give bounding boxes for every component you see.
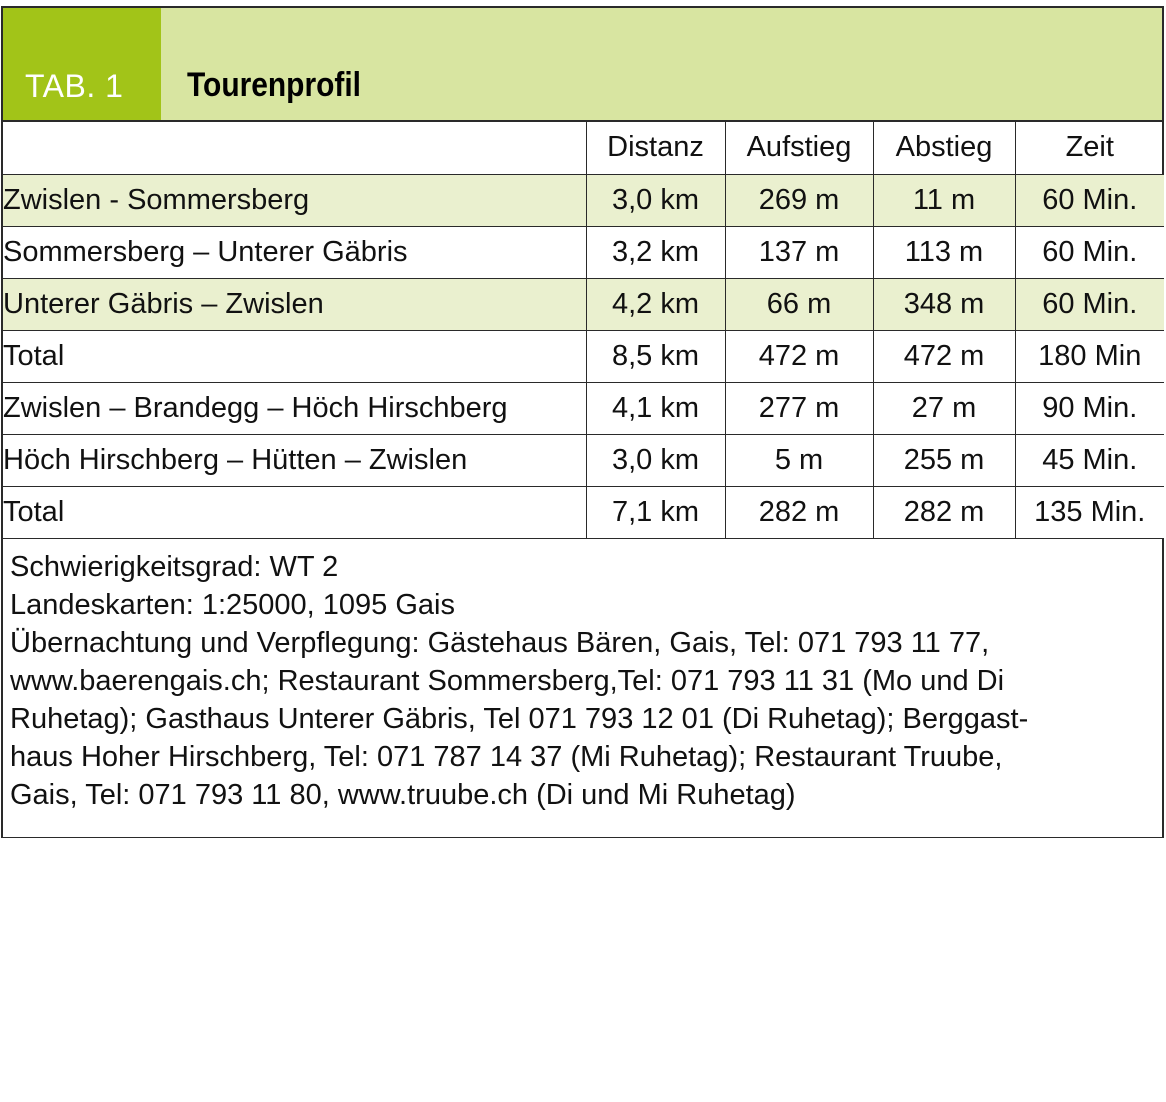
column-header-row: [3, 122, 1164, 174]
distance-cell: 4,1 km: [586, 382, 725, 434]
descent-cell: 27 m: [873, 382, 1015, 434]
tour-notes: [10, 548, 1090, 814]
table-row: [3, 174, 1164, 226]
route-cell: Zwislen – Brandegg – Höch Hirschberg: [3, 382, 586, 434]
column-header-abstieg: Abstieg: [873, 122, 1015, 174]
column-header-distanz: Distanz: [586, 122, 725, 174]
time-cell: 90 Min.: [1015, 382, 1164, 434]
table-row-total: [3, 486, 1164, 538]
notes-line-maps: Landeskarten: 1:25000, 1095 Gais: [10, 589, 455, 621]
notes-line-accommodation: Gais, Tel: 071 793 11 80, www.truube.ch (Di und Mi Ruhetag): [10, 779, 796, 811]
notes-line-accommodation: www.baerengais.ch; Restaurant Sommersberg,Tel: 071 793 11 31 (Mo und Di: [10, 665, 1005, 697]
route-cell: Total: [3, 330, 586, 382]
distance-cell: 3,2 km: [586, 226, 725, 278]
table-row: [3, 278, 1164, 330]
table-row-total: [3, 330, 1164, 382]
ascent-cell: 277 m: [725, 382, 873, 434]
notes-line-accommodation: haus Hoher Hirschberg, Tel: 071 787 14 37 (Mi Ruhetag); Restaurant Truube,: [10, 741, 1003, 773]
table-header-bar: [3, 8, 1162, 122]
ascent-cell: 269 m: [725, 174, 873, 226]
time-cell: 45 Min.: [1015, 434, 1164, 486]
distance-cell: 3,0 km: [586, 174, 725, 226]
route-cell: Sommersberg – Unterer Gäbris: [3, 226, 586, 278]
time-cell: 180 Min: [1015, 330, 1164, 382]
table-title: Tourenprofil: [187, 66, 361, 104]
time-cell: 60 Min.: [1015, 174, 1164, 226]
tour-profile-table: [3, 122, 1164, 539]
time-cell: 135 Min.: [1015, 486, 1164, 538]
table-row: [3, 226, 1164, 278]
descent-cell: 113 m: [873, 226, 1015, 278]
descent-cell: 282 m: [873, 486, 1015, 538]
column-header-aufstieg: Aufstieg: [725, 122, 873, 174]
ascent-cell: 66 m: [725, 278, 873, 330]
notes-line-accommodation: Ruhetag); Gasthaus Unterer Gäbris, Tel 071 793 12 01 (Di Ruhetag); Berggast-: [10, 703, 1029, 735]
distance-cell: 3,0 km: [586, 434, 725, 486]
distance-cell: 7,1 km: [586, 486, 725, 538]
route-cell: Total: [3, 486, 586, 538]
column-header-route: [3, 122, 586, 174]
time-cell: 60 Min.: [1015, 226, 1164, 278]
distance-cell: 8,5 km: [586, 330, 725, 382]
route-cell: Zwislen - Sommersberg: [3, 174, 586, 226]
ascent-cell: 5 m: [725, 434, 873, 486]
descent-cell: 348 m: [873, 278, 1015, 330]
column-header-zeit: Zeit: [1015, 122, 1164, 174]
ascent-cell: 472 m: [725, 330, 873, 382]
descent-cell: 472 m: [873, 330, 1015, 382]
ascent-cell: 137 m: [725, 226, 873, 278]
ascent-cell: 282 m: [725, 486, 873, 538]
descent-cell: 255 m: [873, 434, 1015, 486]
table-number-label: TAB. 1: [3, 8, 161, 120]
route-cell: Unterer Gäbris – Zwislen: [3, 278, 586, 330]
distance-cell: 4,2 km: [586, 278, 725, 330]
table-row: [3, 382, 1164, 434]
table-row: [3, 434, 1164, 486]
time-cell: 60 Min.: [1015, 278, 1164, 330]
notes-line-difficulty: Schwierigkeitsgrad: WT 2: [10, 551, 339, 583]
descent-cell: 11 m: [873, 174, 1015, 226]
notes-line-accommodation: Übernachtung und Verpflegung: Gästehaus Bären, Gais, Tel: 071 793 11 77,: [10, 627, 990, 659]
route-cell: Höch Hirschberg – Hütten – Zwislen: [3, 434, 586, 486]
